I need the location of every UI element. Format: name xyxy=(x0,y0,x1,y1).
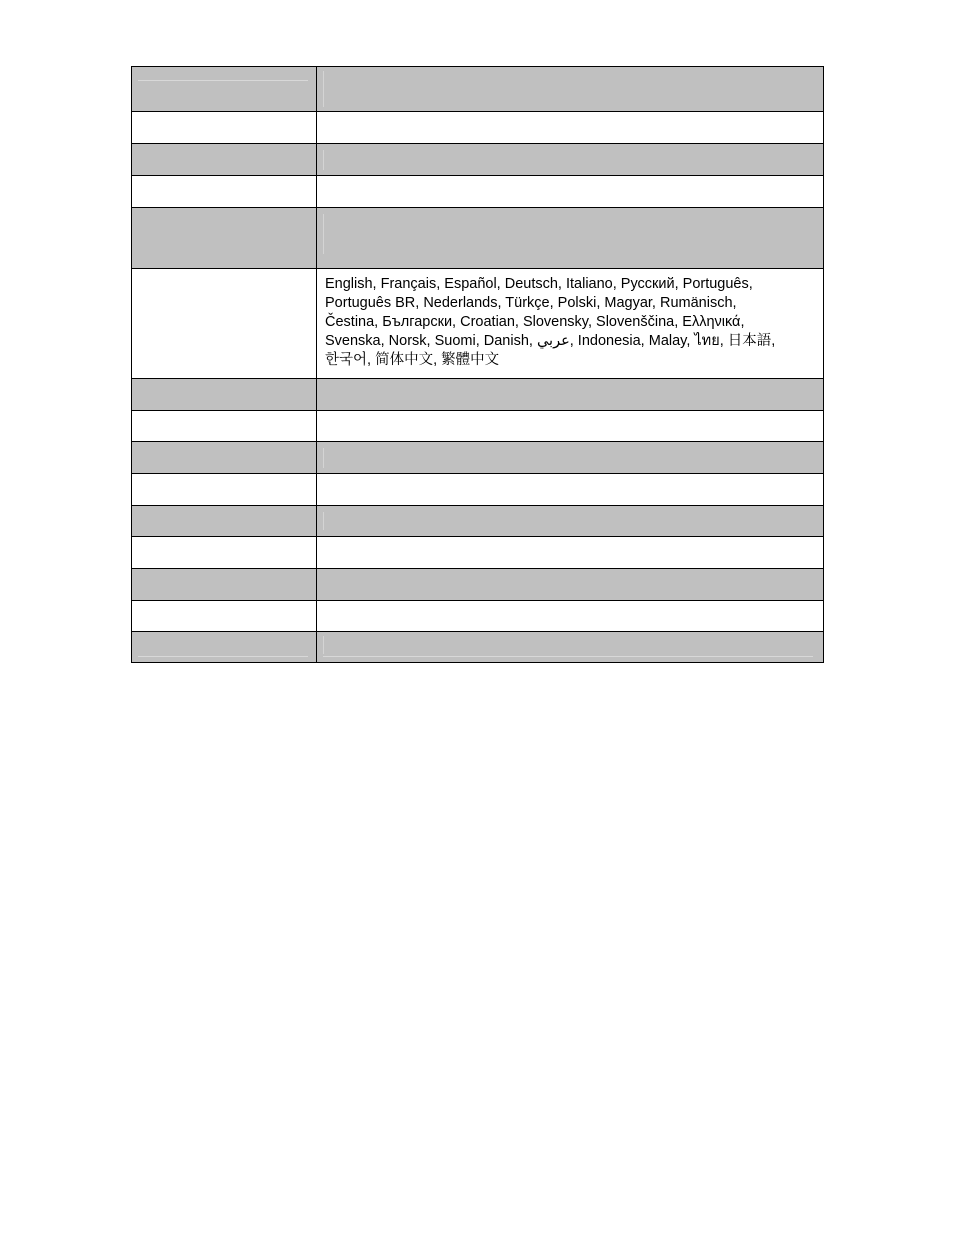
table-row xyxy=(132,601,824,632)
value-cell xyxy=(317,176,824,208)
table-row xyxy=(132,474,824,506)
value-cell xyxy=(317,112,824,144)
label-cell xyxy=(132,112,317,144)
label-cell xyxy=(132,601,317,632)
label-cell xyxy=(132,632,317,663)
table-row xyxy=(132,411,824,442)
table-row xyxy=(132,506,824,537)
table-row xyxy=(132,537,824,569)
value-cell xyxy=(317,442,824,474)
table-row xyxy=(132,269,824,379)
label-cell xyxy=(132,474,317,506)
table-row xyxy=(132,144,824,176)
value-cell xyxy=(317,379,824,411)
label-cell xyxy=(132,67,317,112)
value-cell xyxy=(317,569,824,601)
value-cell xyxy=(317,67,824,112)
label-cell xyxy=(132,176,317,208)
value-cell xyxy=(317,537,824,569)
table-row xyxy=(132,379,824,411)
table-row xyxy=(132,176,824,208)
languages-line: 한국어, 简体中文, 繁體中文 xyxy=(325,352,500,368)
languages-line: Svenska, Norsk, Suomi, Danish, عربي, Indonesia, Malay, ไทย, 日本語, xyxy=(325,333,776,349)
label-cell xyxy=(132,208,317,269)
languages-line: English, Français, Español, Deutsch, Italiano, Русский, Português, xyxy=(325,276,753,292)
table-row xyxy=(132,569,824,601)
languages-line: Čestina, Български, Croatian, Slovensky, Slovenščina, Ελληνικά, xyxy=(325,314,745,330)
languages-line: Português BR, Nederlands, Türkçe, Polski, Magyar, Rumänisch, xyxy=(325,295,737,311)
table-row xyxy=(132,442,824,474)
value-cell xyxy=(317,506,824,537)
label-cell xyxy=(132,144,317,176)
table-row xyxy=(132,208,824,269)
value-cell xyxy=(317,208,824,269)
table-row xyxy=(132,632,824,663)
value-cell xyxy=(317,474,824,506)
label-cell xyxy=(132,506,317,537)
table-row xyxy=(132,112,824,144)
label-cell xyxy=(132,537,317,569)
label-cell xyxy=(132,569,317,601)
spec-table xyxy=(131,66,824,663)
value-cell xyxy=(317,144,824,176)
label-cell xyxy=(132,442,317,474)
languages-cell xyxy=(317,269,824,379)
label-cell xyxy=(132,411,317,442)
supported-languages-text xyxy=(317,269,823,378)
table-row xyxy=(132,67,824,112)
value-cell xyxy=(317,632,824,663)
value-cell xyxy=(317,411,824,442)
value-cell xyxy=(317,601,824,632)
label-cell xyxy=(132,269,317,379)
label-cell xyxy=(132,379,317,411)
